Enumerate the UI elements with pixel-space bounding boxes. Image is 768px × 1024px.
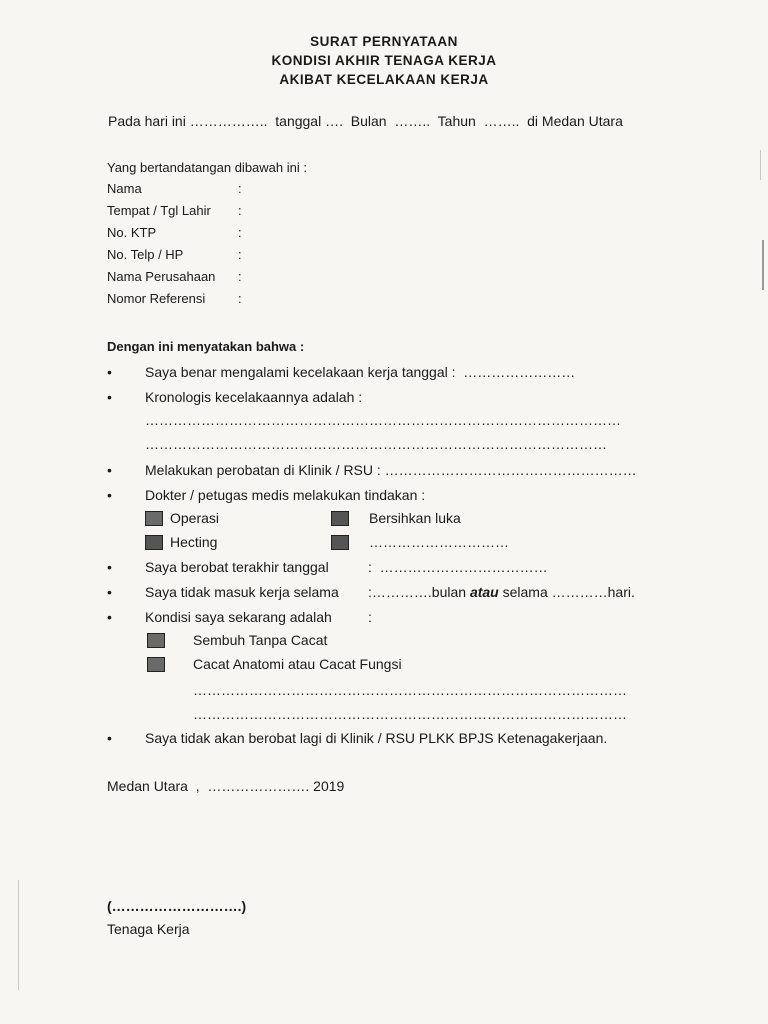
checkbox-bersihkan-luka[interactable] xyxy=(331,511,349,526)
option-label-cacat: Cacat Anatomi atau Cacat Fungsi xyxy=(193,656,402,672)
option-label-sembuh-tanpa-cacat: Sembuh Tanpa Cacat xyxy=(193,632,328,648)
statement-no-further-treatment: Saya tidak akan berobat lagi di Klinik / RSU PLKK BPJS Ketenagakerjaan. xyxy=(145,730,608,746)
bullet: • xyxy=(107,730,112,746)
signature-blank: (……………………….) xyxy=(107,898,247,914)
condition-blank-line: ………………………………………………………………………………… xyxy=(193,706,627,722)
place-date: Medan Utara , …………………. 2019 xyxy=(107,778,345,794)
absence-or: atau xyxy=(469,584,499,600)
chronology-blank-line: ……………………………………………………………………………………… xyxy=(145,436,607,452)
bullet: • xyxy=(107,389,112,405)
field-label-nomor-referensi: Nomor Referensi xyxy=(107,291,206,306)
bullet: • xyxy=(107,584,112,600)
field-label-no-ktp: No. KTP xyxy=(107,225,157,240)
checkbox-hecting[interactable] xyxy=(145,535,163,550)
statement-last-treatment: Saya berobat terakhir tanggal xyxy=(145,559,329,575)
field-sep: : xyxy=(238,269,242,284)
bullet: • xyxy=(107,559,112,575)
field-label-tempat-tgl-lahir: Tempat / Tgl Lahir xyxy=(107,203,211,218)
checkbox-operasi[interactable] xyxy=(145,511,163,526)
statement-accident-date: Saya benar mengalami kecelakaan kerja tanggal : …………………… xyxy=(145,364,576,380)
option-label-hecting: Hecting xyxy=(170,534,218,550)
option-other-blank: ………………………… xyxy=(369,534,509,550)
field-sep: : xyxy=(238,291,242,306)
last-treatment-blank: : ……………………………… xyxy=(368,559,548,575)
scan-edge-mark xyxy=(18,880,19,990)
field-label-no-telp: No. Telp / HP xyxy=(107,247,184,262)
statement-current-condition: Kondisi saya sekarang adalah xyxy=(145,609,332,625)
condition-blank-line: ………………………………………………………………………………… xyxy=(193,682,627,698)
option-label-operasi: Operasi xyxy=(170,510,220,526)
absence-days: selama …………hari. xyxy=(498,584,635,600)
checkbox-cacat[interactable] xyxy=(147,657,165,672)
intro-line: Pada hari ini …………….. tanggal …. Bulan …….. Tahun …….. di Medan Utara xyxy=(108,113,623,129)
option-label-bersihkan-luka: Bersihkan luka xyxy=(369,510,461,526)
statement-chronology: Kronologis kecelakaannya adalah : xyxy=(145,389,363,405)
chronology-blank-line: ………………………………………………………………………………………… xyxy=(145,412,621,428)
statement-treatment-clinic: Melakukan perobatan di Klinik / RSU : ……………………………………………… xyxy=(145,462,637,478)
bullet: • xyxy=(107,487,112,503)
doc-title-line3: AKIBAT KECELAKAAN KERJA xyxy=(279,72,489,87)
statement-medical-action: Dokter / petugas medis melakukan tindakan : xyxy=(145,487,426,503)
field-label-nama-perusahaan: Nama Perusahaan xyxy=(107,269,216,284)
absence-months: :………….bulan xyxy=(368,584,470,600)
statement-absence: Saya tidak masuk kerja selama xyxy=(145,584,339,600)
field-sep: : xyxy=(238,203,242,218)
statement-heading: Dengan ini menyatakan bahwa : xyxy=(107,339,305,354)
checkbox-other-action[interactable] xyxy=(331,535,349,550)
signer-heading: Yang bertandatangan dibawah ini : xyxy=(107,160,307,175)
bullet: • xyxy=(107,609,112,625)
field-label-nama: Nama xyxy=(107,181,142,196)
bullet: • xyxy=(107,462,112,478)
scan-edge-mark xyxy=(760,150,761,180)
absence-duration xyxy=(368,584,635,600)
scan-edge-mark xyxy=(762,240,764,290)
field-sep: : xyxy=(238,247,242,262)
field-sep: : xyxy=(238,181,242,196)
bullet: • xyxy=(107,364,112,380)
checkbox-sembuh-tanpa-cacat[interactable] xyxy=(147,633,165,648)
signature-role: Tenaga Kerja xyxy=(107,921,190,937)
doc-title-line2: KONDISI AKHIR TENAGA KERJA xyxy=(271,53,497,68)
doc-title-line1: SURAT PERNYATAAN xyxy=(310,34,458,49)
condition-sep: : xyxy=(368,609,372,625)
field-sep: : xyxy=(238,225,242,240)
